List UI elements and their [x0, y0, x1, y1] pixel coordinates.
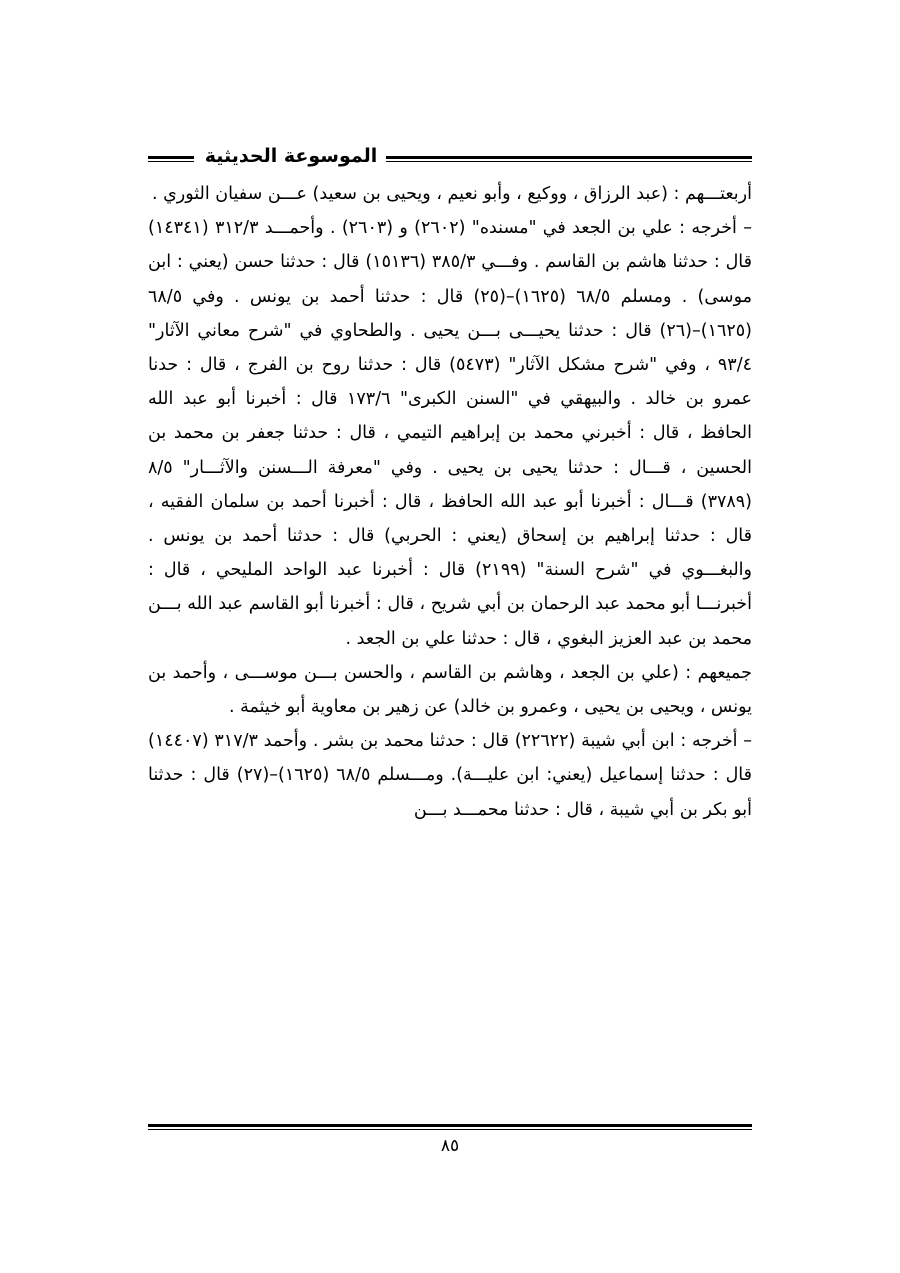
- paragraph-4: – أخرجه : ابن أبي شيبة (٢٢٦٢٢) قال : حدثنا محمد بن بشر . وأحمد ٣١٧/٣ (١٤٤٠٧) قال : حدثنا إسماعيل (يعني: ابن عليـــة). ومـــسلم ٦٨/٥ (١٦٢٥)–(٢٧) قال : حدثنا أبو بكر بن أبي شيبة ، قال : حدثنا محمـــد بـــن: [148, 731, 753, 820]
- header-rule-right: [386, 156, 752, 162]
- header-title: الموسوعة الحديثية: [204, 145, 378, 167]
- paragraph-2: – أخرجه : علي بن الجعد في "مسنده" (٢٦٠٢) و (٢٦٠٣) . وأحمـــد ٣١٢/٣ (١٤٣٤١) قال : حدثنا هاشم بن القاسم . وفـــي ٣٨٥/٣ (١٥١٣٦) قال : حدثنا حسن (يعني : ابن موسى) . ومسلم ٦٨/٥ (١٦٢٥)–(٢٥) قال : حدثنا أحمد بن يونس . وفي ٦٨/٥ (١٦٢٥)–(٢٦) قال : حدثنا يحيـــى بـــن يحيى . والطحاوي في "شرح معاني الآثار" ٩٣/٤ ، وفي "شرح مشكل الآثار" (٥٤٧٣) قال : حدثنا روح بن الفرج ، قال : حدنا عمرو بن خالد . والبيهقي في "السنن الكبرى" ١٧٣/٦ قال : أخبرنا أبو عبد الله الحافظ ، قال : أخبرني محمد بن إبراهيم التيمي ، قال : حدثنا جعفر بن محمد بن الحسين ، قـــال : حدثنا يحيى بن يحيى . وفي "معرفة الـــسنن والآثـــار" ٨/٥ (٣٧٨٩) قـــال : أخبرنا أبو عبد الله الحافظ ، قال : أخبرنا أحمد بن سلمان الفقيه ، قال : حدثنا إبراهيم بن إسحاق (يعني : الحربي) قال : حدثنا أحمد بن يونس . والبغـــوي في "شرح السنة" (٢١٩٩) قال : أخبرنا عبد الواحد المليحي ، قال : أخبرنـــا أبو محمد عبد الرحمان بن أبي شريح ، قال : أخبرنا أبو القاسم عبد الله بـــن محمد بن عبد العزيز البغوي ، قال : حدثنا علي بن الجعد .: [148, 218, 753, 649]
- paragraph-3: جميعهم : (علي بن الجعد ، وهاشم بن القاسم ، والحسن بـــن موســـى ، وأحمد بن يونس ، ويحيى بن يحيى ، وعمرو بن خالد) عن زهير بن معاوية أبو خيثمة .: [148, 662, 752, 718]
- header-rule-left: [148, 156, 194, 162]
- footer-rule: [148, 1124, 752, 1130]
- page-body: [148, 177, 752, 827]
- paragraph-1: أربعتـــهم : (عبد الرزاق ، ووكيع ، وأبو نعيم ، ويحيى بن سعيد) عـــن سفيان الثوري .: [151, 184, 752, 204]
- page-header: [148, 138, 752, 174]
- page-number: ٨٥: [440, 1136, 460, 1156]
